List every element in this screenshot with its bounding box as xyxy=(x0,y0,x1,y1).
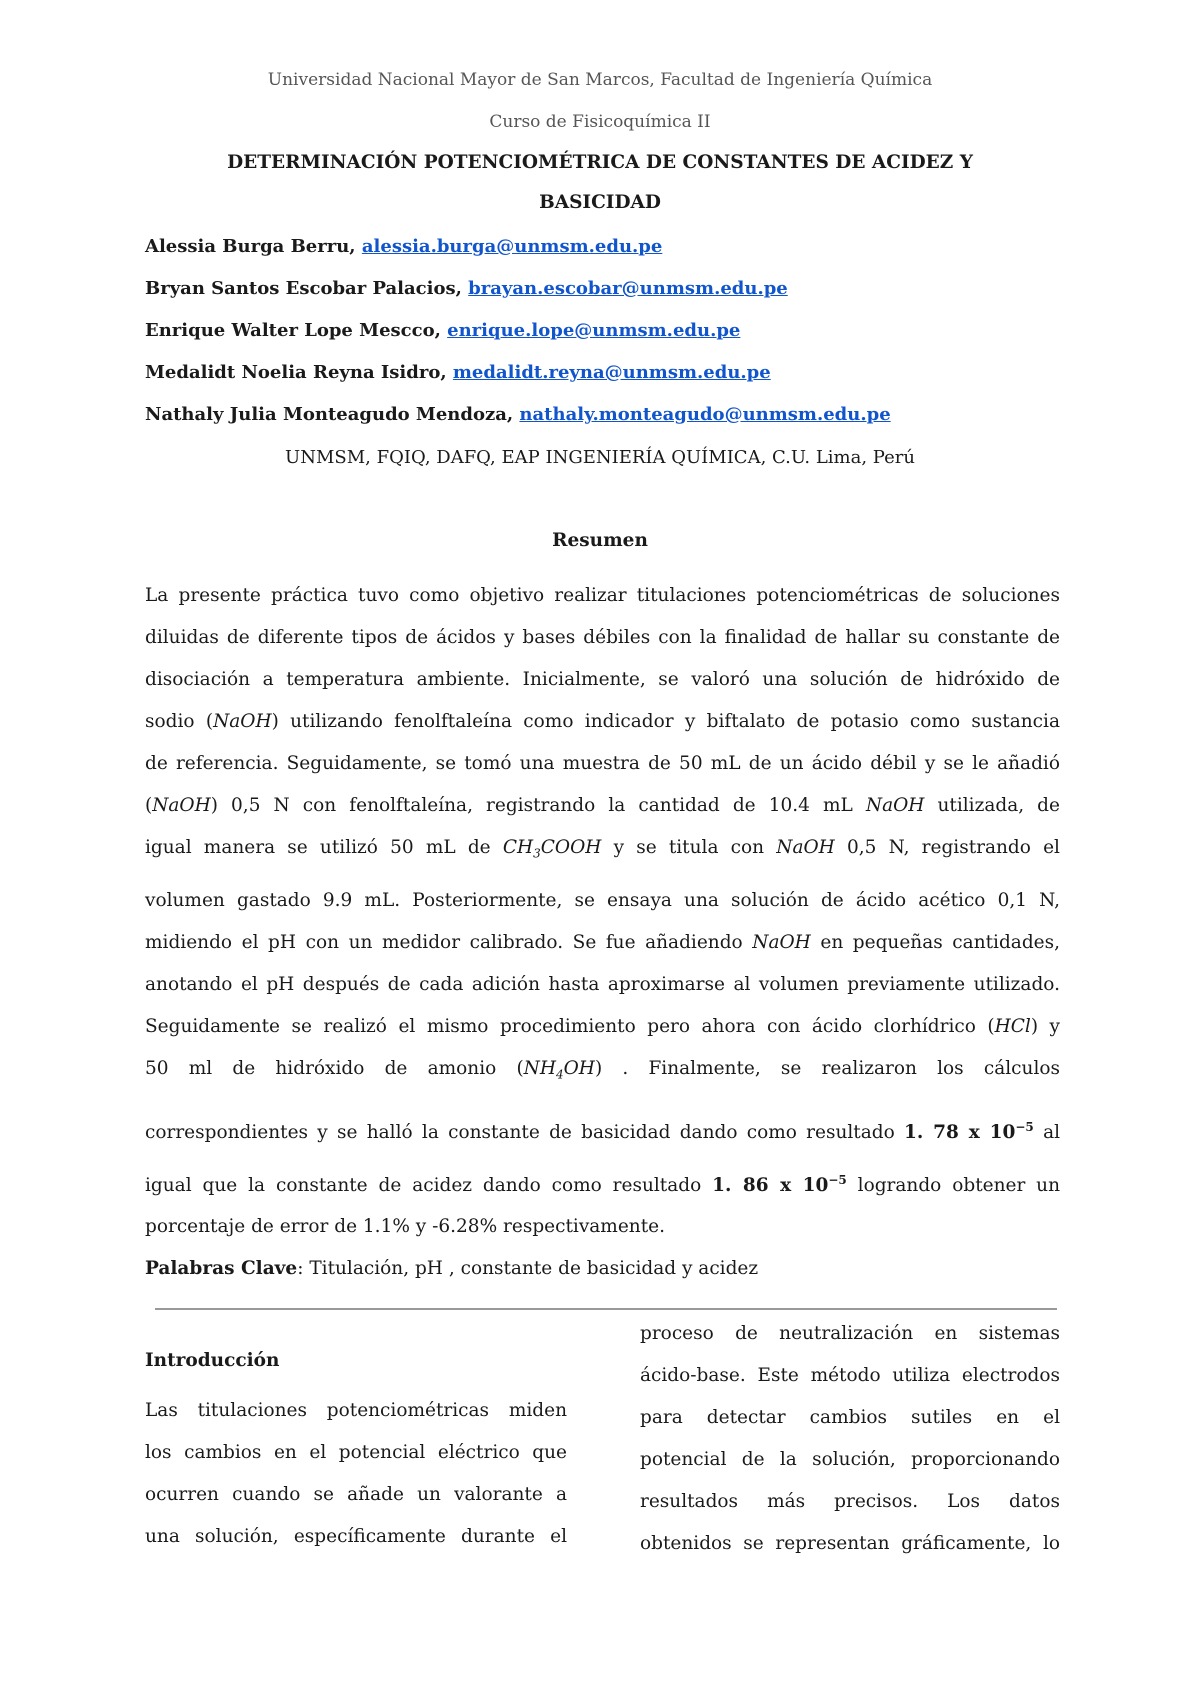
text: igual que la constante de acidez dando como resultado xyxy=(145,1175,702,1197)
keywords xyxy=(145,1258,1060,1279)
text: Seguidamente se realizó el mismo procedimiento pero ahora con ácido clorhídrico ( xyxy=(145,1016,995,1037)
text: sodio ( xyxy=(145,711,214,732)
author-email-link[interactable]: brayan.escobar@unmsm.edu.pe xyxy=(468,278,788,299)
intro-left-line: una solución, específicamente durante el xyxy=(145,1526,567,1547)
text: correspondientes y se halló la constante de basicidad dando como resultado xyxy=(145,1122,895,1144)
intro-right-line: resultados más precisos. Los datos xyxy=(640,1491,1060,1512)
kb-value xyxy=(904,1122,1034,1143)
abstract-line xyxy=(145,795,1060,816)
keywords-label: Palabras Clave xyxy=(145,1258,298,1279)
paper-title xyxy=(140,143,1060,223)
abstract-line xyxy=(145,1058,1060,1082)
author-3 xyxy=(145,320,740,341)
text: y se titula con xyxy=(613,837,765,858)
author-email-link[interactable]: alessia.burga@unmsm.edu.pe xyxy=(361,236,663,257)
abstract-line: de referencia. Seguidamente, se tomó una muestra de 50 mL de un ácido débil y se le añadió xyxy=(145,753,1060,774)
abstract-line xyxy=(145,1173,1060,1196)
text: 0,5 N, registrando el xyxy=(846,837,1060,858)
formula-hcl: HCl xyxy=(994,1016,1031,1037)
abstract-line xyxy=(145,1120,1060,1143)
abstract-line xyxy=(145,837,1060,861)
text: ) 0,5 N con fenolftaleína, registrando la cantidad de 10.4 mL xyxy=(210,795,853,816)
text: 50 ml de hidróxido de amonio ( xyxy=(145,1058,524,1079)
author-4 xyxy=(145,362,771,383)
text: 1. 86 x 10 xyxy=(712,1175,829,1197)
author-email-link[interactable]: medalidt.reyna@unmsm.edu.pe xyxy=(452,362,771,383)
abstract-line xyxy=(145,711,1060,732)
university-header: Universidad Nacional Mayor de San Marcos, Facultad de Ingeniería Química xyxy=(267,70,933,90)
intro-right-line: para detectar cambios sutiles en el xyxy=(640,1407,1060,1428)
text: OH xyxy=(563,1058,595,1079)
text: CH xyxy=(502,837,534,858)
author-5 xyxy=(145,404,891,425)
author-name: Bryan Santos Escobar Palacios, xyxy=(145,278,462,299)
formula-naoh: NaOH xyxy=(213,711,272,732)
author-name: Medalidt Noelia Reyna Isidro, xyxy=(145,362,447,383)
text: 1. 78 x 10 xyxy=(904,1122,1016,1144)
text: igual manera se utilizó 50 mL de xyxy=(145,837,491,858)
introduction-heading: Introducción xyxy=(145,1350,280,1371)
intro-right-line: proceso de neutralización en sistemas xyxy=(640,1323,1060,1344)
affiliation: UNMSM, FQIQ, DAFQ, EAP INGENIERÍA QUÍMICA, C.U. Lima, Perú xyxy=(285,447,915,468)
exponent: −5 xyxy=(1015,1120,1034,1134)
exponent: −5 xyxy=(828,1173,847,1187)
text: en pequeñas cantidades, xyxy=(820,932,1060,953)
abstract-heading: Resumen xyxy=(552,530,648,551)
text: logrando obtener un xyxy=(857,1175,1061,1197)
intro-left-line: los cambios en el potencial eléctrico que xyxy=(145,1442,567,1463)
intro-left-line: ocurren cuando se añade un valorante a xyxy=(145,1484,567,1505)
formula-naoh: NaOH xyxy=(152,795,211,816)
section-divider xyxy=(155,1308,1057,1310)
text: ) y xyxy=(1030,1016,1061,1037)
abstract-line: diluidas de diferente tipos de ácidos y bases débiles con la finalidad de hallar su constante de xyxy=(145,627,1060,648)
keywords-text: : Titulación, pH , constante de basicidad y acidez xyxy=(297,1258,759,1279)
formula-naoh: NaOH xyxy=(752,932,811,953)
text: midiendo el pH con un medidor calibrado. Se fue añadiendo xyxy=(145,932,743,953)
course-header: Curso de Fisicoquímica II xyxy=(489,112,711,132)
abstract-line: porcentaje de error de 1.1% y -6.28% respectivamente. xyxy=(145,1216,665,1237)
abstract-line: anotando el pH después de cada adición hasta aproximarse al volumen previamente utilizado. xyxy=(145,974,1060,995)
text: COOH xyxy=(540,837,602,858)
subscript: 3 xyxy=(533,846,541,861)
formula-acetic-acid xyxy=(502,837,602,861)
text: al xyxy=(1043,1122,1061,1144)
ka-value xyxy=(712,1175,847,1196)
abstract-line: La presente práctica tuvo como objetivo realizar titulaciones potenciométricas de soluciones xyxy=(145,585,1060,606)
abstract-line: volumen gastado 9.9 mL. Posteriormente, se ensaya una solución de ácido acético 0,1 N, xyxy=(145,890,1060,911)
intro-left-line: Las titulaciones potenciométricas miden xyxy=(145,1400,567,1421)
abstract-line xyxy=(145,1016,1060,1037)
text: ) utilizando fenolftaleína como indicador y biftalato de potasio como sustancia xyxy=(271,711,1060,732)
subscript: 4 xyxy=(556,1067,564,1082)
title-line-1: DETERMINACIÓN POTENCIOMÉTRICA DE CONSTANTES DE ACIDEZ Y xyxy=(227,152,973,173)
abstract-line: disociación a temperatura ambiente. Inicialmente, se valoró una solución de hidróxido de xyxy=(145,669,1060,690)
title-line-2: BASICIDAD xyxy=(539,192,661,213)
intro-right-line: obtenidos se representan gráficamente, lo xyxy=(640,1533,1060,1554)
intro-right-line: ácido-base. Este método utiliza electrodos xyxy=(640,1365,1060,1386)
author-email-link[interactable]: nathaly.monteagudo@unmsm.edu.pe xyxy=(519,404,891,425)
text: utilizada, de xyxy=(937,795,1060,816)
abstract-line xyxy=(145,932,1060,953)
formula-naoh: NaOH xyxy=(776,837,835,858)
author-name: Alessia Burga Berru, xyxy=(145,236,356,257)
text: NH xyxy=(523,1058,556,1079)
author-1 xyxy=(145,236,662,257)
author-name: Nathaly Julia Monteagudo Mendoza, xyxy=(145,404,514,425)
formula-naoh: NaOH xyxy=(865,795,925,816)
author-2 xyxy=(145,278,788,299)
author-name: Enrique Walter Lope Mescco, xyxy=(145,320,441,341)
author-email-link[interactable]: enrique.lope@unmsm.edu.pe xyxy=(447,320,741,341)
formula-ammonium-hydroxide xyxy=(523,1058,595,1082)
text: ) . Finalmente, se realizaron los cálculos xyxy=(594,1058,1060,1079)
text: ( xyxy=(145,795,153,816)
intro-right-line: potencial de la solución, proporcionando xyxy=(640,1449,1060,1470)
